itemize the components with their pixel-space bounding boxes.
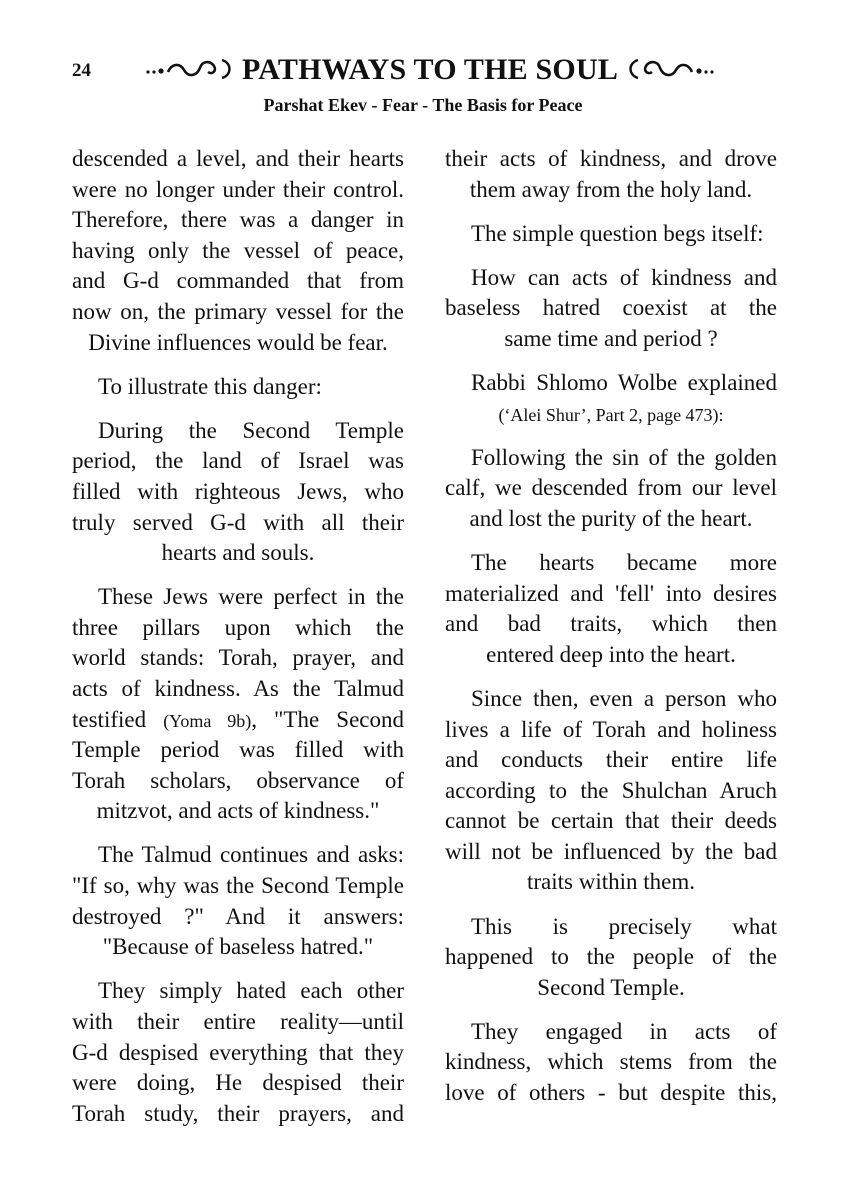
- text-line: hearts and souls.: [161, 540, 315, 566]
- text-line: During the Second Temple: [98, 417, 404, 443]
- text-line: This is precisely what: [471, 913, 777, 939]
- text-segment: testified: [72, 706, 164, 732]
- text-line: kindness, which stems from the: [445, 1049, 777, 1075]
- text-line: materialized and 'fell' into desires: [445, 580, 777, 606]
- text-line: destroyed ?" And it answers:: [72, 903, 404, 929]
- text-line: were doing, He despised their: [72, 1070, 404, 1096]
- paragraph: [72, 582, 404, 827]
- text-line: The simple question begs itself:: [471, 220, 764, 246]
- text-line: now on, the primary vessel for the: [72, 298, 404, 324]
- text-line: [445, 399, 777, 430]
- text-line: same time and period ?: [504, 325, 718, 351]
- text-line: will not be influenced by the bad: [445, 838, 777, 864]
- text-line: [72, 705, 404, 736]
- text-line: cannot be certain that their deeds: [445, 808, 777, 834]
- paragraph: [72, 416, 404, 569]
- text-line: calf, we descended from our level: [445, 475, 777, 501]
- text-line: world stands: Torah, prayer, and: [72, 645, 404, 671]
- paragraph: [72, 976, 404, 1129]
- paragraph: [445, 1017, 777, 1109]
- chapter-subtitle: Parshat Ekev - Fear - The Basis for Peace: [263, 95, 583, 115]
- left-text-column: [72, 144, 404, 1143]
- text-line: The hearts became more: [471, 550, 777, 576]
- text-line: their acts of kindness, and drove: [445, 146, 777, 171]
- text-line: them away from the holy land.: [469, 176, 753, 202]
- text-line: three pillars upon which the: [72, 614, 404, 640]
- text-line: descended a level, and their hearts: [72, 146, 404, 171]
- text-line: having only the vessel of peace,: [72, 237, 404, 263]
- paragraph: [445, 263, 777, 355]
- text-line: lives a life of Torah and holiness: [445, 716, 777, 742]
- text-line: These Jews were perfect in the: [98, 584, 404, 610]
- paragraph: [445, 144, 777, 205]
- text-segment: , "The Second: [251, 706, 404, 732]
- text-line: They engaged in acts of: [471, 1018, 777, 1044]
- paragraph: [445, 368, 777, 429]
- text-line: Torah scholars, observance of: [72, 767, 404, 793]
- text-line: mitzvot, and acts of kindness.": [96, 798, 380, 824]
- text-line: acts of kindness. As the Talmud: [72, 676, 404, 701]
- citation: (‘Alei Shur’, Part 2, page 473):: [498, 404, 724, 425]
- text-line: Since then, even a person who: [471, 685, 777, 711]
- text-line: period, the land of Israel was: [72, 448, 404, 474]
- paragraph: [445, 548, 777, 670]
- text-line: How can acts of kindness and: [471, 264, 777, 290]
- text-line: To illustrate this danger:: [98, 373, 322, 399]
- text-line: baseless hatred coexist at the: [445, 295, 777, 321]
- text-line: G-d despised everything that they: [72, 1039, 404, 1065]
- text-line: entered deep into the heart.: [486, 641, 736, 667]
- text-line: and bad traits, which then: [445, 611, 777, 637]
- text-line: Following the sin of the golden: [471, 444, 777, 470]
- text-line: "If so, why was the Second Temple: [72, 873, 404, 899]
- paragraph: [445, 912, 777, 1004]
- citation: (Yoma 9b): [163, 710, 252, 731]
- text-line: love of others - but despite this,: [445, 1080, 777, 1106]
- text-line: happened to the people of the: [445, 944, 777, 970]
- text-line: traits within them.: [526, 869, 695, 895]
- text-line: with their entire reality—until: [72, 1008, 404, 1034]
- left-ornament-icon: [144, 55, 236, 86]
- paragraph: [72, 144, 404, 358]
- paragraph: [445, 443, 777, 535]
- page-number: 24: [72, 60, 91, 81]
- text-line: They simply hated each other: [98, 978, 404, 1004]
- text-line: Rabbi Shlomo Wolbe explained: [471, 370, 777, 396]
- text-line: "Because of baseless hatred.": [102, 934, 374, 960]
- text-line: Divine influences would be fear.: [88, 329, 388, 355]
- text-line: and lost the purity of the heart.: [469, 505, 753, 531]
- text-line: Temple period was filled with: [72, 737, 404, 763]
- paragraph: [445, 219, 777, 250]
- paragraph: [445, 684, 777, 898]
- text-line: filled with righteous Jews, who: [72, 478, 404, 504]
- text-line: Therefore, there was a danger in: [72, 207, 404, 233]
- book-title: PATHWAYS TO THE SOUL: [241, 53, 619, 86]
- paragraph: [72, 840, 404, 962]
- text-line: were no longer under their control.: [72, 176, 404, 202]
- running-header: [130, 50, 730, 90]
- right-ornament-icon: [624, 55, 716, 86]
- text-line: truly served G-d with all their: [72, 509, 404, 535]
- text-line: according to the Shulchan Aruch: [445, 777, 777, 803]
- text-line: and conducts their entire life: [445, 747, 777, 773]
- text-line: Second Temple.: [537, 974, 685, 1000]
- text-line: and G-d commanded that from: [72, 268, 404, 294]
- text-line: The Talmud continues and asks:: [98, 842, 404, 868]
- paragraph: [72, 372, 404, 403]
- text-line: Torah study, their prayers, and: [72, 1100, 404, 1126]
- right-text-column: [445, 144, 777, 1122]
